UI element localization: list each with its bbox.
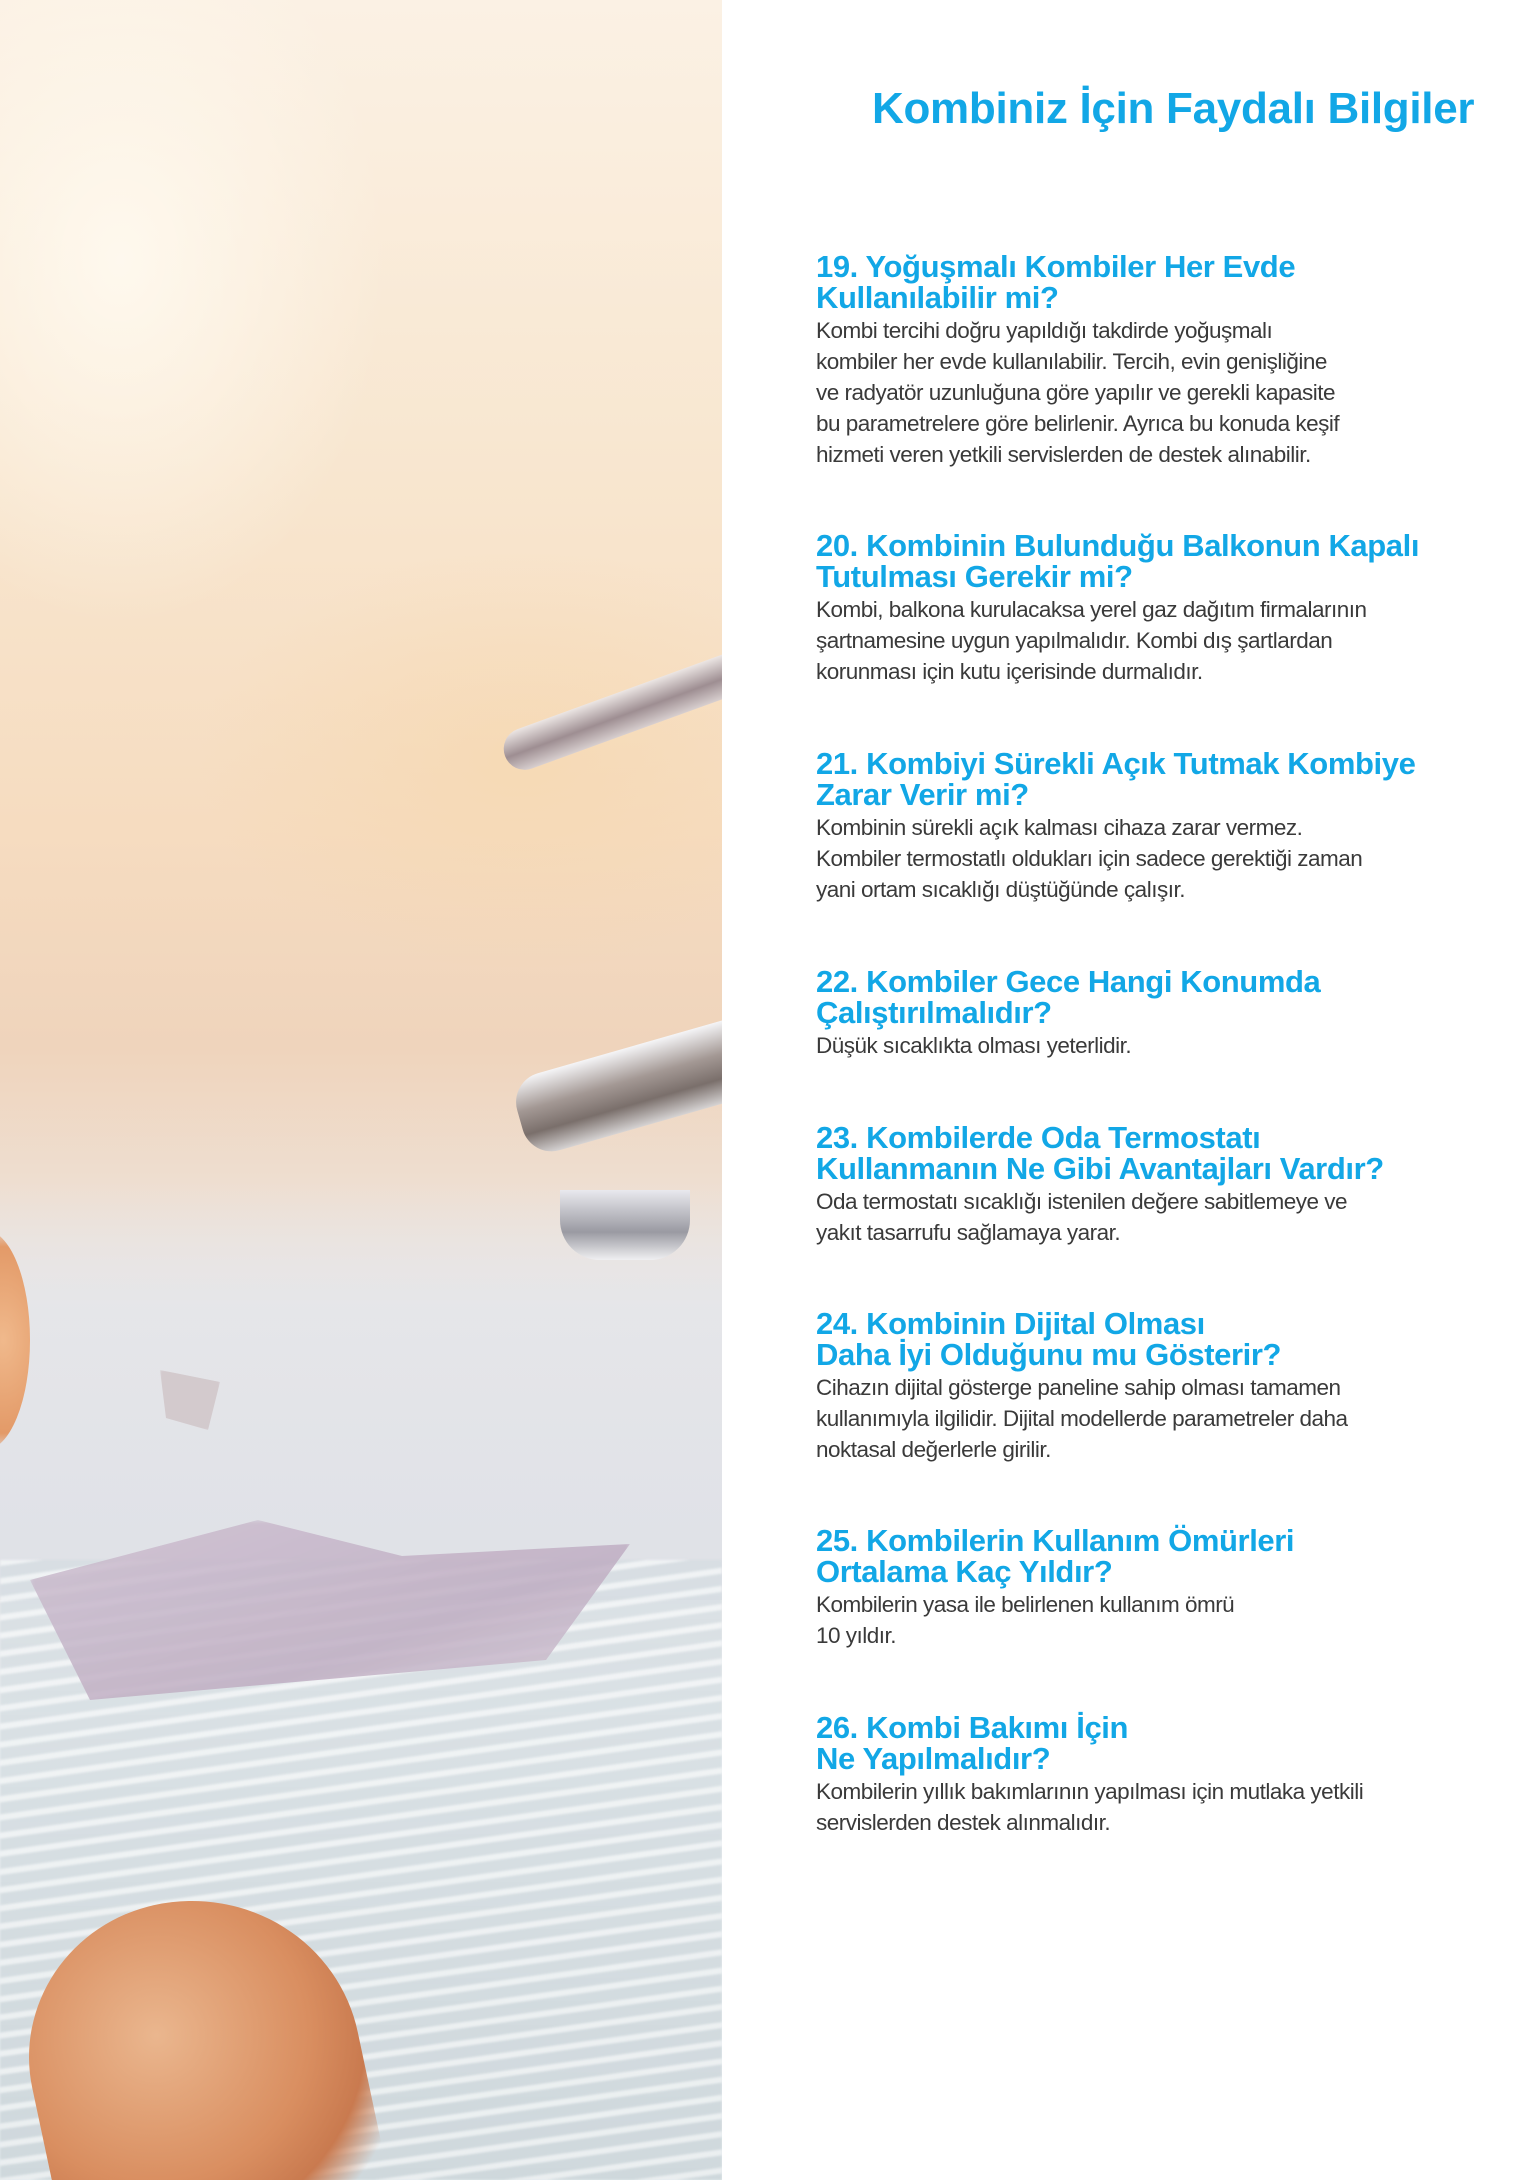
faq-item-23 xyxy=(816,1122,1496,1248)
faq-question: 24. Kombinin Dijital Olması Daha İyi Olduğunu mu Gösterir? xyxy=(816,1306,1282,1372)
faucet-upper xyxy=(498,647,722,775)
faq-question: 23. Kombilerde Oda Termostatı Kullanmanın Ne Gibi Avantajları Vardır? xyxy=(816,1120,1384,1186)
faq-question: 26. Kombi Bakımı İçin Ne Yapılmalıdır? xyxy=(816,1710,1129,1776)
bathroom-photo xyxy=(0,0,722,2180)
page-title: Kombiniz İçin Faydalı Bilgiler xyxy=(872,84,1475,133)
faq-answer: Kombilerin yasa ile belirlenen kullanım ömrü 10 yıldır. xyxy=(816,1592,1235,1648)
faq-answer: Düşük sıcaklıkta olması yeterlidir. xyxy=(816,1033,1132,1058)
faq-answer: Kombi, balkona kurulacaksa yerel gaz dağıtım firmalarının şartnamesine uygun yapılmalıdır. Kombi dış şartlardan korunması için kutu içerisinde durmalıdır. xyxy=(816,597,1367,684)
faq-item-25 xyxy=(816,1525,1496,1651)
faq-answer: Kombinin sürekli açık kalması cihaza zarar vermez. Kombiler termostatlı oldukları için sadece gerektiği zaman yani ortam sıcaklığı düştüğünde çalışır. xyxy=(816,815,1363,902)
faq-item-26 xyxy=(816,1712,1496,1838)
faucet-lower xyxy=(509,1013,722,1159)
faq-item-24 xyxy=(816,1308,1496,1465)
faq-item-19 xyxy=(816,251,1496,470)
faq-item-21 xyxy=(816,748,1496,905)
faq-question: 25. Kombilerin Kullanım Ömürleri Ortalama Kaç Yıldır? xyxy=(816,1523,1295,1589)
faq-answer: Kombilerin yıllık bakımlarının yapılması için mutlaka yetkili servislerden destek alınmalıdır. xyxy=(816,1779,1364,1835)
faq-item-22 xyxy=(816,966,1496,1061)
faucet-spout xyxy=(560,1190,690,1260)
faq-item-20 xyxy=(816,530,1496,687)
faq-question: 21. Kombiyi Sürekli Açık Tutmak Kombiye Zarar Verir mi? xyxy=(816,746,1416,812)
faq-question: 20. Kombinin Bulunduğu Balkonun Kapalı Tutulması Gerekir mi? xyxy=(816,528,1420,594)
faq-answer: Oda termostatı sıcaklığı istenilen değere sabitlemeye ve yakıt tasarrufu sağlamaya yarar. xyxy=(816,1189,1348,1245)
faq-answer: Kombi tercihi doğru yapıldığı takdirde yoğuşmalı kombiler her evde kullanılabilir. Tercih, evin genişliğine ve radyatör uzunluğuna göre yapılır ve gerekli kapasite bu parametrelere göre belirlenir. Ayrıca bu konuda keşif hizmeti veren yetkili servislerden de destek alınabilir. xyxy=(816,318,1340,467)
faq-question: 22. Kombiler Gece Hangi Konumda Çalıştırılmalıdır? xyxy=(816,964,1321,1030)
faq-question: 19. Yoğuşmalı Kombiler Her Evde Kullanılabilir mi? xyxy=(816,249,1296,315)
faq-answer: Cihazın dijital gösterge paneline sahip olması tamamen kullanımıyla ilgilidir. Dijital modellerde parametreler daha noktasal değerlerle girilir. xyxy=(816,1375,1348,1462)
faq-column xyxy=(722,0,1536,2180)
